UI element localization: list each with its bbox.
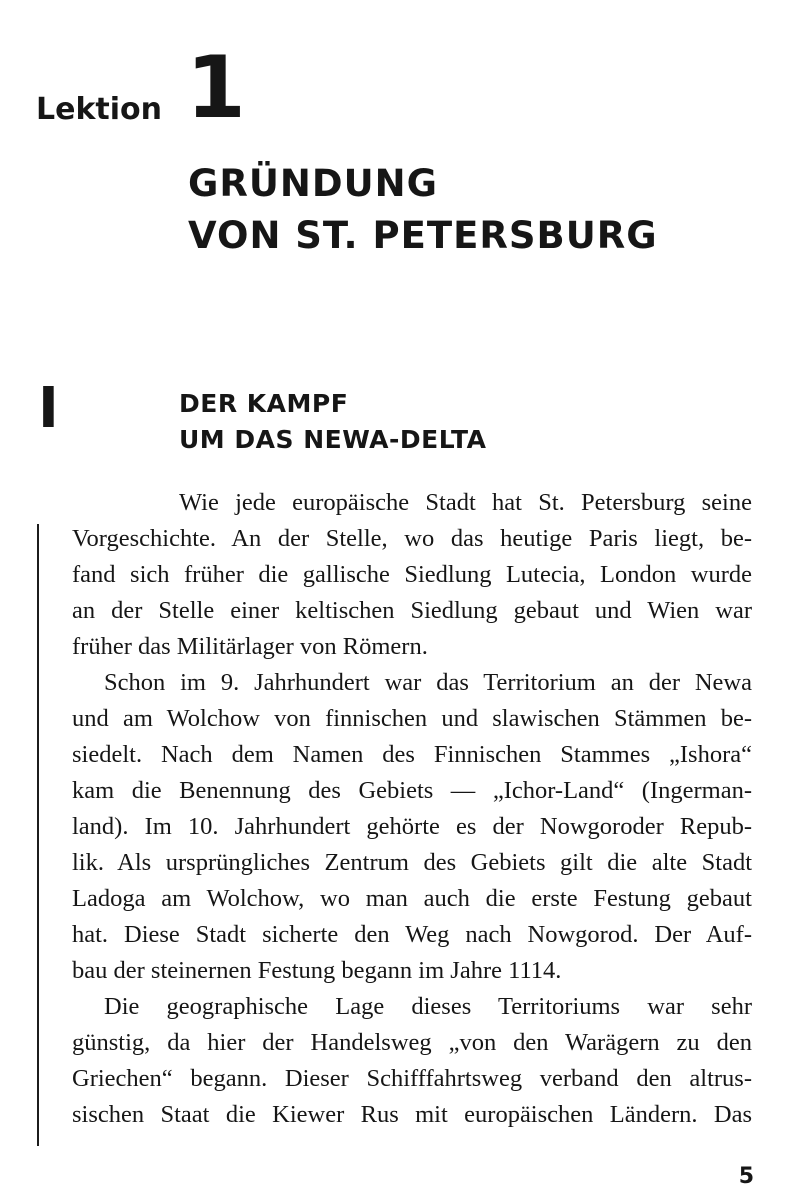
text-line: Schon im 9. Jahrhundert war das Territorium an der Newa <box>104 669 752 696</box>
lesson-label: Lektion <box>36 92 163 127</box>
text-line: Griechen“ begann. Dieser Schifffahrtsweg verband den altrus- <box>72 1065 752 1092</box>
text-line: günstig, da hier der Handelsweg „von den Warägern zu den <box>72 1029 752 1056</box>
text-line: land). Im 10. Jahrhundert gehörte es der Nowgoroder Repub- <box>72 813 752 840</box>
text-line: an der Stelle einer keltischen Siedlung gebaut und Wien war <box>72 597 752 624</box>
paragraph-1 <box>72 485 752 665</box>
section-title-line: DER KAMPF <box>179 389 349 418</box>
text-line: früher das Militärlager von Römern. <box>72 633 428 660</box>
text-line: lik. Als ursprüngliches Zentrum des Gebiets gilt die alte Stadt <box>72 849 752 876</box>
text-line: Vorgeschichte. An der Stelle, wo das heutige Paris liegt, be- <box>72 525 752 552</box>
section-title <box>179 386 739 458</box>
paragraph-2 <box>72 665 752 989</box>
text-line: Ladoga am Wolchow, wo man auch die erste Festung gebaut <box>72 885 752 912</box>
page-number: 5 <box>738 1164 754 1189</box>
chapter-title-line: GRÜNDUNG <box>188 162 438 205</box>
lesson-number: 1 <box>186 38 246 138</box>
body-text <box>72 485 752 1133</box>
text-line: fand sich früher die gallische Siedlung Lutecia, London wurde <box>72 561 752 588</box>
section-numeral: I <box>38 376 59 441</box>
text-line: Die geographische Lage dieses Territoriums war sehr <box>104 993 752 1020</box>
text-line: siedelt. Nach dem Namen des Finnischen Stammes „Ishora“ <box>72 741 752 768</box>
text-line: bau der steinernen Festung begann im Jahre 1114. <box>72 957 562 984</box>
paragraph-3 <box>72 989 752 1133</box>
margin-rule <box>37 524 39 1146</box>
text-line: hat. Diese Stadt sicherte den Weg nach Nowgorod. Der Auf- <box>72 921 752 948</box>
text-line: sischen Staat die Kiewer Rus mit europäischen Ländern. Das <box>72 1101 752 1128</box>
chapter-title-line: VON ST. PETERSBURG <box>188 214 658 257</box>
chapter-title <box>188 158 768 262</box>
text-line: und am Wolchow von finnischen und slawischen Stämmen be- <box>72 705 752 732</box>
text-line: Wie jede europäische Stadt hat St. Petersburg seine <box>179 489 752 516</box>
section-title-line: UM DAS NEWA-DELTA <box>179 425 487 454</box>
text-line: kam die Benennung des Gebiets — „Ichor-Land“ (Ingerman- <box>72 777 752 804</box>
